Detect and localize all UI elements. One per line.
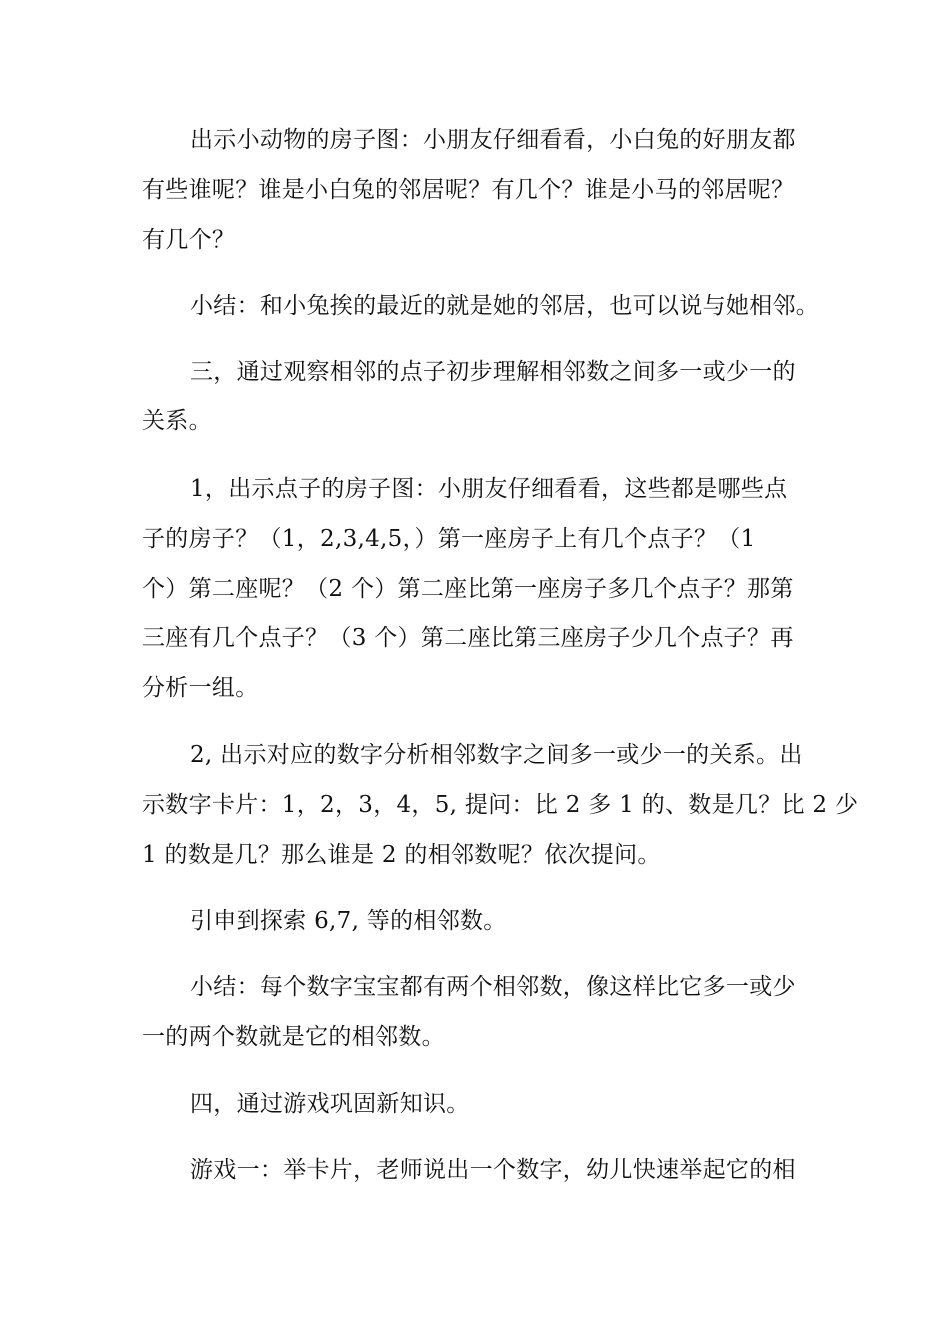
paragraph-6-line-1: 引申到探索 6,7, 等的相邻数。 (190, 908, 507, 934)
paragraph-5-line-1: 2, 出示对应的数字分析相邻数字之间多一或少一的关系。出 (190, 742, 803, 768)
paragraph-2-line-1: 小结：和小兔挨的最近的就是她的邻居，也可以说与她相邻。 (190, 293, 820, 319)
paragraph-4-line-5: 分析一组。 (142, 675, 259, 701)
paragraph-1-line-1: 出示小动物的房子图：小朋友仔细看看，小白兔的好朋友都 (190, 127, 796, 153)
paragraph-4-line-4: 三座有几个点子？（3 个）第二座比第三座房子少几个点子？再 (142, 625, 794, 651)
paragraph-8-line-1: 四，通过游戏巩固新知识。 (190, 1091, 470, 1117)
paragraph-1-line-3: 有几个？ (142, 227, 236, 253)
paragraph-4-line-1: 1，出示点子的房子图：小朋友仔细看看，这些都是哪些点 (190, 476, 788, 502)
paragraph-3-line-2: 关系。 (142, 408, 212, 434)
paragraph-3-line-1: 三，通过观察相邻的点子初步理解相邻数之间多一或少一的 (190, 359, 796, 385)
paragraph-5-line-2: 示数字卡片：1，2，3，4，5, 提问：比 2 多 1 的、数是几？比 2 少 (142, 792, 859, 818)
paragraph-9-line-1: 游戏一：举卡片，老师说出一个数字，幼儿快速举起它的相 (190, 1157, 796, 1183)
paragraph-7-line-2: 一的两个数就是它的相邻数。 (142, 1024, 445, 1050)
paragraph-4-line-2: 子的房子？（1，2,3,4,5，）第一座房子上有几个点子？（1 (142, 526, 756, 552)
paragraph-1-line-2: 有些谁呢？谁是小白兔的邻居呢？有几个？谁是小马的邻居呢？ (142, 177, 795, 203)
paragraph-7-line-1: 小结：每个数字宝宝都有两个相邻数，像这样比它多一或少 (190, 974, 796, 1000)
paragraph-4-line-3: 个）第二座呢？（2 个）第二座比第一座房子多几个点子？那第 (142, 576, 794, 602)
paragraph-5-line-3: 1 的数是几？那么谁是 2 的相邻数呢？依次提问。 (142, 842, 661, 868)
